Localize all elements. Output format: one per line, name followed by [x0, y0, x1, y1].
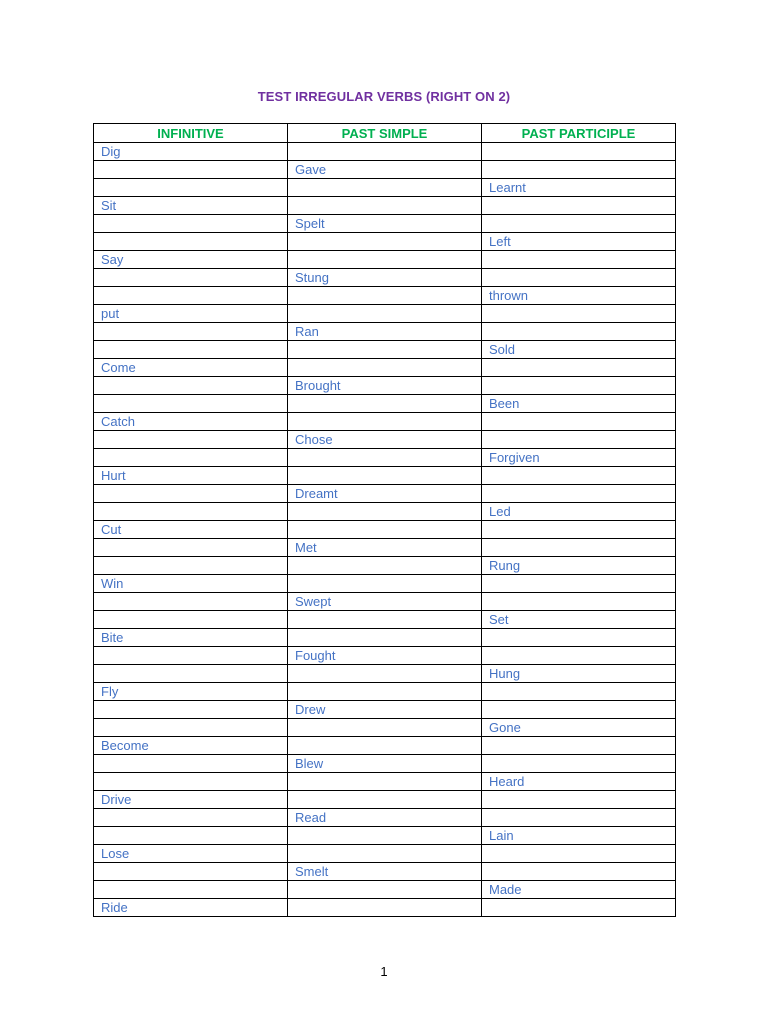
past-participle-cell[interactable]: [482, 323, 676, 341]
past-simple-cell[interactable]: Blew: [288, 755, 482, 773]
past-simple-cell[interactable]: [288, 305, 482, 323]
past-simple-cell[interactable]: Stung: [288, 269, 482, 287]
infinitive-cell[interactable]: [94, 161, 288, 179]
table-row: [94, 485, 676, 503]
past-participle-cell[interactable]: [482, 791, 676, 809]
table-row: [94, 899, 676, 917]
table-row: [94, 161, 676, 179]
table-row: [94, 845, 676, 863]
past-simple-cell[interactable]: [288, 881, 482, 899]
past-simple-cell[interactable]: [288, 683, 482, 701]
infinitive-cell[interactable]: [94, 503, 288, 521]
past-participle-cell[interactable]: [482, 755, 676, 773]
table-row: [94, 449, 676, 467]
past-participle-cell[interactable]: [482, 467, 676, 485]
infinitive-cell[interactable]: [94, 611, 288, 629]
table-row: [94, 701, 676, 719]
past-participle-cell[interactable]: [482, 737, 676, 755]
past-participle-cell[interactable]: Been: [482, 395, 676, 413]
past-participle-cell[interactable]: [482, 197, 676, 215]
table-row: [94, 809, 676, 827]
past-simple-cell[interactable]: [288, 737, 482, 755]
past-participle-cell[interactable]: [482, 539, 676, 557]
past-simple-cell[interactable]: [288, 629, 482, 647]
infinitive-cell[interactable]: [94, 755, 288, 773]
infinitive-cell[interactable]: [94, 539, 288, 557]
infinitive-cell[interactable]: [94, 269, 288, 287]
past-participle-cell[interactable]: [482, 809, 676, 827]
past-participle-cell[interactable]: [482, 845, 676, 863]
past-simple-cell[interactable]: Ran: [288, 323, 482, 341]
past-participle-cell[interactable]: Made: [482, 881, 676, 899]
infinitive-cell[interactable]: Lose: [94, 845, 288, 863]
table-row: [94, 269, 676, 287]
infinitive-cell[interactable]: [94, 593, 288, 611]
past-simple-cell[interactable]: [288, 521, 482, 539]
past-participle-cell[interactable]: [482, 251, 676, 269]
table-row: [94, 863, 676, 881]
past-participle-cell[interactable]: [482, 863, 676, 881]
past-participle-cell[interactable]: [482, 701, 676, 719]
past-simple-cell[interactable]: [288, 791, 482, 809]
past-simple-cell[interactable]: [288, 395, 482, 413]
past-simple-cell[interactable]: Dreamt: [288, 485, 482, 503]
infinitive-cell[interactable]: Win: [94, 575, 288, 593]
past-participle-cell[interactable]: Gone: [482, 719, 676, 737]
table-row: [94, 197, 676, 215]
past-simple-cell[interactable]: [288, 827, 482, 845]
table-row: [94, 683, 676, 701]
header-past-simple: PAST SIMPLE: [288, 124, 482, 143]
infinitive-cell[interactable]: put: [94, 305, 288, 323]
past-simple-cell[interactable]: [288, 287, 482, 305]
table-row: [94, 827, 676, 845]
past-simple-cell[interactable]: [288, 233, 482, 251]
table-row: [94, 593, 676, 611]
table-row: [94, 647, 676, 665]
table-row: [94, 521, 676, 539]
infinitive-cell[interactable]: [94, 809, 288, 827]
table-row: [94, 881, 676, 899]
page-title: TEST IRREGULAR VERBS (RIGHT ON 2): [257, 89, 511, 104]
past-participle-cell[interactable]: Forgiven: [482, 449, 676, 467]
table-row: [94, 251, 676, 269]
past-simple-cell[interactable]: [288, 557, 482, 575]
past-simple-cell[interactable]: [288, 143, 482, 161]
infinitive-cell[interactable]: [94, 341, 288, 359]
past-participle-cell[interactable]: [482, 683, 676, 701]
infinitive-cell[interactable]: [94, 773, 288, 791]
infinitive-cell[interactable]: [94, 719, 288, 737]
past-participle-cell[interactable]: [482, 521, 676, 539]
past-simple-cell[interactable]: [288, 719, 482, 737]
table-row: [94, 305, 676, 323]
infinitive-cell[interactable]: [94, 827, 288, 845]
infinitive-cell[interactable]: [94, 377, 288, 395]
table-row: [94, 179, 676, 197]
infinitive-cell[interactable]: [94, 647, 288, 665]
infinitive-cell[interactable]: Hurt: [94, 467, 288, 485]
table-row: [94, 323, 676, 341]
table-row: [94, 611, 676, 629]
infinitive-cell[interactable]: Become: [94, 737, 288, 755]
past-simple-cell[interactable]: Swept: [288, 593, 482, 611]
infinitive-cell[interactable]: Ride: [94, 899, 288, 917]
past-participle-cell[interactable]: Led: [482, 503, 676, 521]
past-simple-cell[interactable]: [288, 449, 482, 467]
table-body: [94, 143, 676, 917]
table-row: [94, 575, 676, 593]
table-row: [94, 143, 676, 161]
infinitive-cell[interactable]: Say: [94, 251, 288, 269]
past-simple-cell[interactable]: Gave: [288, 161, 482, 179]
past-simple-cell[interactable]: [288, 341, 482, 359]
infinitive-cell[interactable]: Come: [94, 359, 288, 377]
table-row: [94, 215, 676, 233]
past-participle-cell[interactable]: Learnt: [482, 179, 676, 197]
infinitive-cell[interactable]: [94, 449, 288, 467]
table-row: [94, 629, 676, 647]
header-infinitive: INFINITIVE: [94, 124, 288, 143]
table-row: [94, 413, 676, 431]
irregular-verbs-table: [93, 123, 676, 917]
infinitive-cell[interactable]: Catch: [94, 413, 288, 431]
table-row: [94, 791, 676, 809]
past-participle-cell[interactable]: [482, 215, 676, 233]
past-participle-cell[interactable]: [482, 899, 676, 917]
table-row: [94, 557, 676, 575]
infinitive-cell[interactable]: Sit: [94, 197, 288, 215]
past-simple-cell[interactable]: Chose: [288, 431, 482, 449]
infinitive-cell[interactable]: [94, 323, 288, 341]
table-row: [94, 719, 676, 737]
past-simple-cell[interactable]: [288, 179, 482, 197]
past-participle-cell[interactable]: Heard: [482, 773, 676, 791]
infinitive-cell[interactable]: [94, 395, 288, 413]
past-participle-cell[interactable]: Set: [482, 611, 676, 629]
past-simple-cell[interactable]: [288, 251, 482, 269]
past-participle-cell[interactable]: [482, 593, 676, 611]
past-participle-cell[interactable]: [482, 485, 676, 503]
infinitive-cell[interactable]: [94, 557, 288, 575]
past-participle-cell[interactable]: [482, 575, 676, 593]
infinitive-cell[interactable]: [94, 287, 288, 305]
page-number: 1: [380, 964, 388, 979]
table-row: [94, 737, 676, 755]
past-simple-cell[interactable]: Fought: [288, 647, 482, 665]
past-participle-cell[interactable]: Lain: [482, 827, 676, 845]
past-participle-cell[interactable]: Rung: [482, 557, 676, 575]
past-participle-cell[interactable]: [482, 143, 676, 161]
table-row: [94, 233, 676, 251]
infinitive-cell[interactable]: [94, 215, 288, 233]
past-simple-cell[interactable]: Smelt: [288, 863, 482, 881]
past-participle-cell[interactable]: [482, 629, 676, 647]
past-participle-cell[interactable]: thrown: [482, 287, 676, 305]
past-simple-cell[interactable]: [288, 359, 482, 377]
infinitive-cell[interactable]: Bite: [94, 629, 288, 647]
infinitive-cell[interactable]: [94, 485, 288, 503]
past-simple-cell[interactable]: Read: [288, 809, 482, 827]
past-simple-cell[interactable]: Spelt: [288, 215, 482, 233]
past-simple-cell[interactable]: [288, 773, 482, 791]
past-simple-cell[interactable]: Met: [288, 539, 482, 557]
table-row: [94, 359, 676, 377]
infinitive-cell[interactable]: Dig: [94, 143, 288, 161]
table-row: [94, 395, 676, 413]
past-participle-cell[interactable]: Sold: [482, 341, 676, 359]
table-row: [94, 773, 676, 791]
infinitive-cell[interactable]: [94, 431, 288, 449]
past-participle-cell[interactable]: Left: [482, 233, 676, 251]
table-row: [94, 287, 676, 305]
header-past-participle: PAST PARTICIPLE: [482, 124, 676, 143]
table-header-row: [94, 124, 676, 143]
infinitive-cell[interactable]: Fly: [94, 683, 288, 701]
infinitive-cell[interactable]: Drive: [94, 791, 288, 809]
past-participle-cell[interactable]: [482, 647, 676, 665]
past-simple-cell[interactable]: [288, 467, 482, 485]
past-participle-cell[interactable]: Hung: [482, 665, 676, 683]
table-row: [94, 377, 676, 395]
past-simple-cell[interactable]: [288, 845, 482, 863]
past-simple-cell[interactable]: Drew: [288, 701, 482, 719]
past-participle-cell[interactable]: [482, 413, 676, 431]
table-row: [94, 539, 676, 557]
past-participle-cell[interactable]: [482, 431, 676, 449]
table-row: [94, 665, 676, 683]
infinitive-cell[interactable]: [94, 233, 288, 251]
table-row: [94, 341, 676, 359]
infinitive-cell[interactable]: [94, 665, 288, 683]
past-simple-cell[interactable]: [288, 575, 482, 593]
table-row: [94, 431, 676, 449]
table-row: [94, 467, 676, 485]
past-participle-cell[interactable]: [482, 377, 676, 395]
past-participle-cell[interactable]: [482, 161, 676, 179]
past-participle-cell[interactable]: [482, 305, 676, 323]
infinitive-cell[interactable]: [94, 863, 288, 881]
past-simple-cell[interactable]: [288, 197, 482, 215]
past-simple-cell[interactable]: [288, 611, 482, 629]
table-row: [94, 755, 676, 773]
past-participle-cell[interactable]: [482, 269, 676, 287]
infinitive-cell[interactable]: [94, 179, 288, 197]
infinitive-cell[interactable]: Cut: [94, 521, 288, 539]
table-row: [94, 503, 676, 521]
past-simple-cell[interactable]: [288, 899, 482, 917]
infinitive-cell[interactable]: [94, 701, 288, 719]
infinitive-cell[interactable]: [94, 881, 288, 899]
past-simple-cell[interactable]: Brought: [288, 377, 482, 395]
past-simple-cell[interactable]: [288, 503, 482, 521]
past-participle-cell[interactable]: [482, 359, 676, 377]
past-simple-cell[interactable]: [288, 413, 482, 431]
past-simple-cell[interactable]: [288, 665, 482, 683]
